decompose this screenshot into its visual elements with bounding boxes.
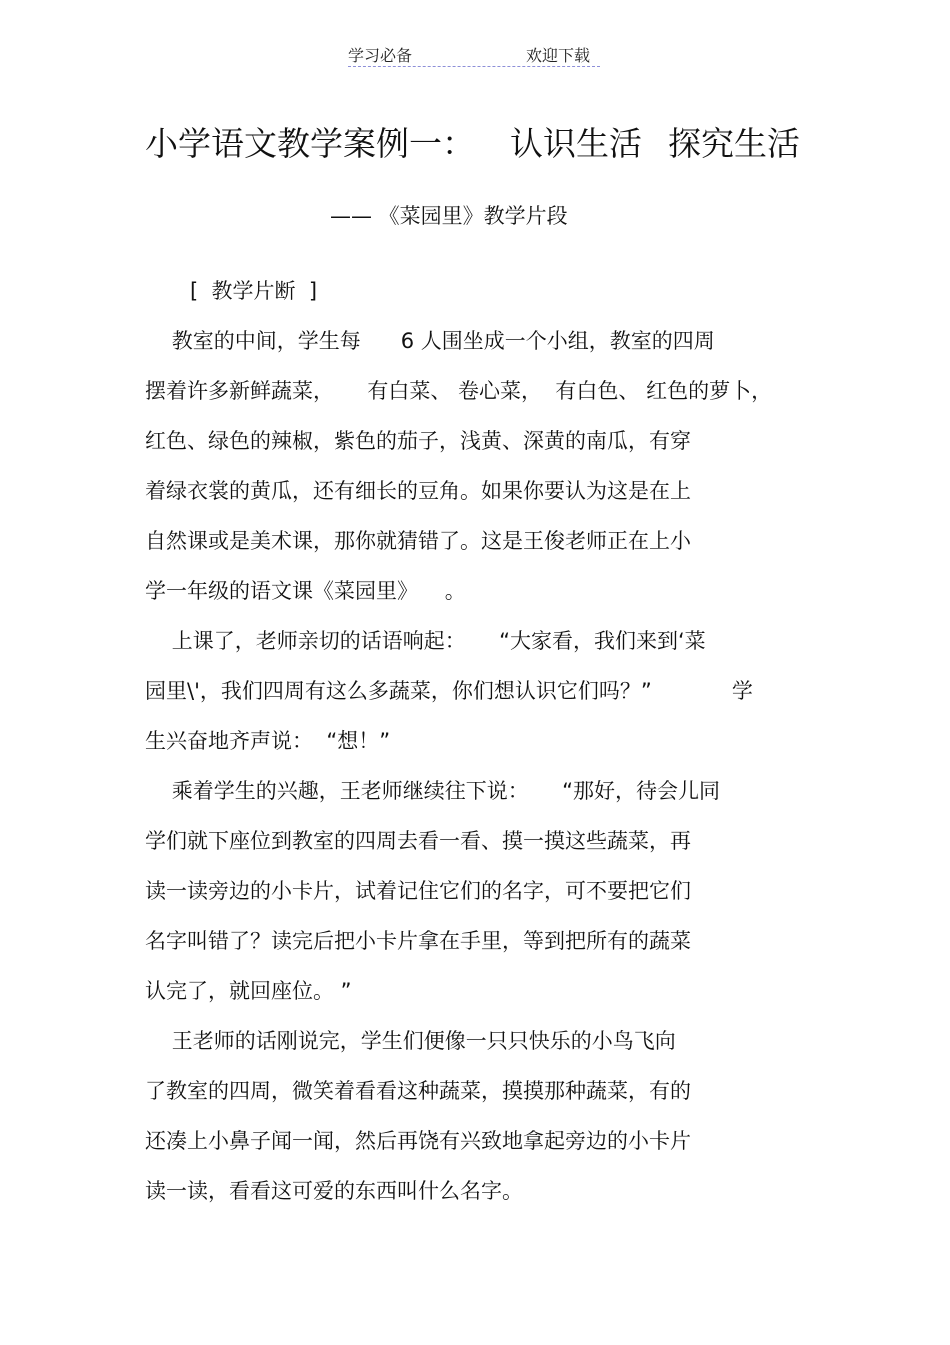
text-line: 读一读，看看这可爱的东西叫什么名字。 bbox=[145, 1179, 523, 1203]
text-line: 名字叫错了？读完后把小卡片拿在手里，等到把所有的蔬菜 bbox=[145, 929, 691, 953]
text-line: 学一年级的语文课《菜园里》 。 bbox=[145, 579, 466, 603]
title-part-2: 认识生活 bbox=[510, 124, 642, 163]
text-line: 还凑上小鼻子闻一闻，然后再饶有兴致地拿起旁边的小卡片 bbox=[145, 1129, 691, 1153]
text-line: 红色、绿色的辣椒，紫色的茄子，浅黄、深黄的南瓜，有穿 bbox=[145, 429, 691, 453]
text-line: 了教室的四周，微笑着看看这种蔬菜，摸摸那种蔬菜，有的 bbox=[145, 1079, 691, 1103]
section-label: [ 教学片断 ] bbox=[190, 279, 318, 303]
header-right-text: 欢迎下载 bbox=[526, 46, 591, 65]
text-line: 园里\'，我们四周有这么多蔬菜，你们想认识它们吗？” 学 bbox=[145, 679, 753, 703]
text-line: 王老师的话刚说完，学生们便像一只只快乐的小鸟飞向 bbox=[145, 1029, 676, 1053]
text-line: 读一读旁边的小卡片，试着记住它们的名字，可不要把它们 bbox=[145, 879, 691, 903]
text-line: 教室的中间，学生每 6 人围坐成一个小组，教室的四周 bbox=[145, 329, 715, 353]
text-line: 乘着学生的兴趣，王老师继续往下说： “那好，待会儿同 bbox=[145, 779, 720, 803]
text-line: 学们就下座位到教室的四周去看一看、摸一摸这些蔬菜，再 bbox=[145, 829, 691, 853]
title-part-3: 探究生活 bbox=[668, 124, 800, 163]
subtitle: —— 《菜园里》教学片段 bbox=[330, 204, 568, 228]
text-line: 着绿衣裳的黄瓜，还有细长的豆角。如果你要认为这是在上 bbox=[145, 479, 691, 503]
title-part-1: 小学语文教学案例一： bbox=[145, 124, 475, 163]
text-line: 认完了，就回座位。 ” bbox=[145, 979, 352, 1003]
page-header bbox=[348, 40, 600, 67]
text-line: 摆着许多新鲜蔬菜， 有白菜、 卷心菜， 有白色、 红色的萝卜， bbox=[145, 379, 773, 403]
text-line: 生兴奋地齐声说： “想！” bbox=[145, 729, 391, 753]
header-left-text: 学习必备 bbox=[348, 46, 413, 65]
text-line: 自然课或是美术课，那你就猜错了。这是王俊老师正在上小 bbox=[145, 529, 691, 553]
text-line: 上课了，老师亲切的话语响起： “大家看，我们来到‘菜 bbox=[145, 629, 706, 653]
